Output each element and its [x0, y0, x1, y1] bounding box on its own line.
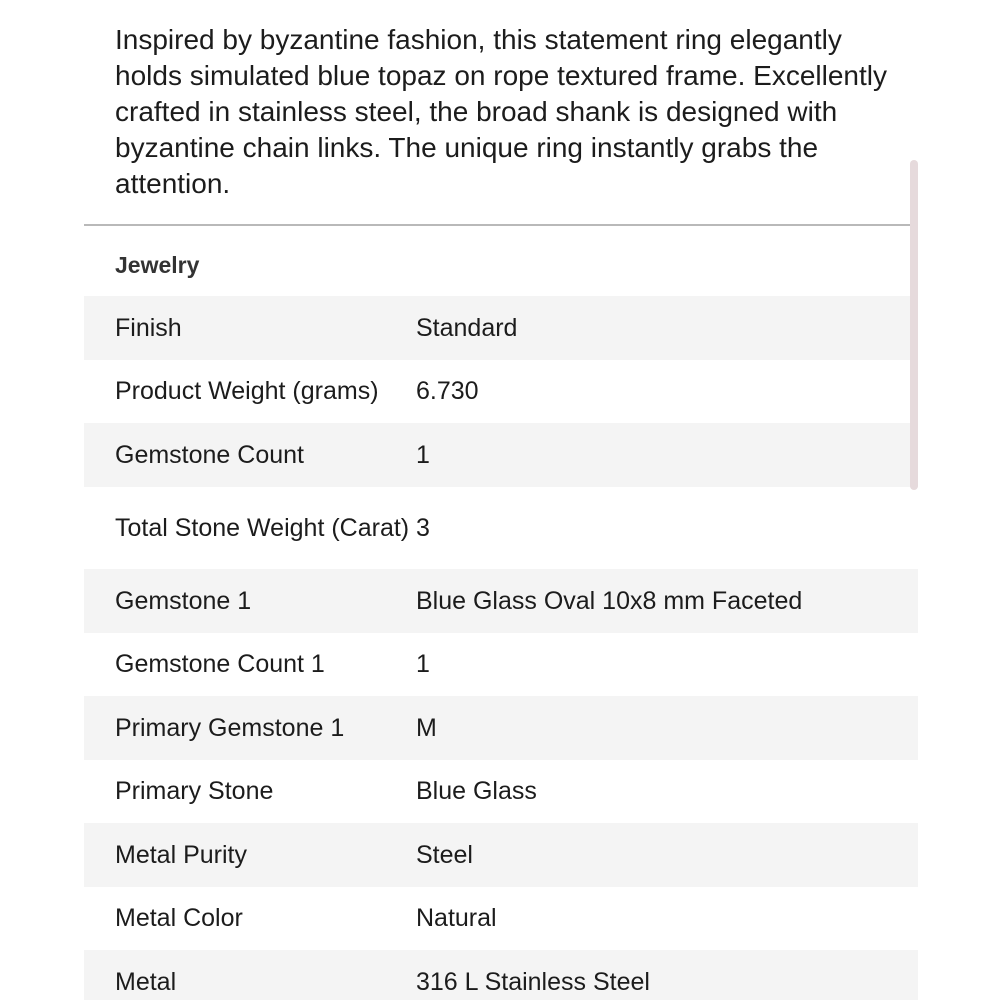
spec-row-metal-color: [84, 887, 918, 950]
spec-label: Total Stone Weight (Carat): [115, 513, 410, 542]
spec-value: 3: [416, 513, 430, 542]
spec-value: 1: [416, 650, 430, 678]
spec-row-primary-gemstone-1: [84, 696, 918, 760]
spec-row-primary-stone: [84, 760, 918, 823]
spec-label: Gemstone 1: [115, 586, 252, 615]
spec-row-metal: [84, 950, 918, 1000]
section-divider: [84, 224, 918, 226]
vertical-scrollbar[interactable]: [910, 160, 918, 490]
spec-label: Metal Color: [115, 904, 243, 932]
spec-row-gemstone-1: [84, 569, 918, 633]
spec-table: [84, 296, 918, 1000]
spec-label: Metal Purity: [115, 840, 247, 869]
product-description: Inspired by byzantine fashion, this statement ring elegantly holds simulated blue topaz on rope textured frame. Excellently crafted in stainless steel, the broad shank is designed with byzantine chain links. The unique ring instantly grabs the attention.: [115, 24, 887, 199]
spec-label: Product Weight (grams): [115, 377, 379, 405]
spec-value: 1: [416, 440, 430, 469]
spec-row-gemstone-count-1: [84, 633, 918, 696]
spec-value: Blue Glass Oval 10x8 mm Faceted: [416, 586, 803, 615]
spec-row-product-weight: [84, 360, 918, 423]
spec-row-metal-purity: [84, 823, 918, 887]
spec-label: Metal: [115, 967, 177, 996]
spec-value: 316 L Stainless Steel: [416, 967, 650, 996]
spec-value: 6.730: [416, 377, 479, 405]
spec-value: Standard: [416, 313, 518, 342]
spec-value: Blue Glass: [416, 777, 537, 805]
spec-row-gemstone-count: [84, 423, 918, 487]
spec-row-finish: [84, 296, 918, 360]
spec-value: Natural: [416, 904, 497, 932]
spec-value: M: [416, 713, 437, 742]
spec-label: Gemstone Count 1: [115, 650, 325, 678]
spec-label: Gemstone Count: [115, 440, 304, 469]
spec-label: Primary Gemstone 1: [115, 713, 345, 742]
product-details-panel: [84, 0, 918, 1000]
spec-value: Steel: [416, 840, 473, 869]
section-heading-jewelry: Jewelry: [115, 252, 200, 278]
spec-label: Finish: [115, 313, 182, 342]
spec-label: Primary Stone: [115, 777, 274, 805]
spec-row-total-stone-weight: [84, 487, 918, 569]
